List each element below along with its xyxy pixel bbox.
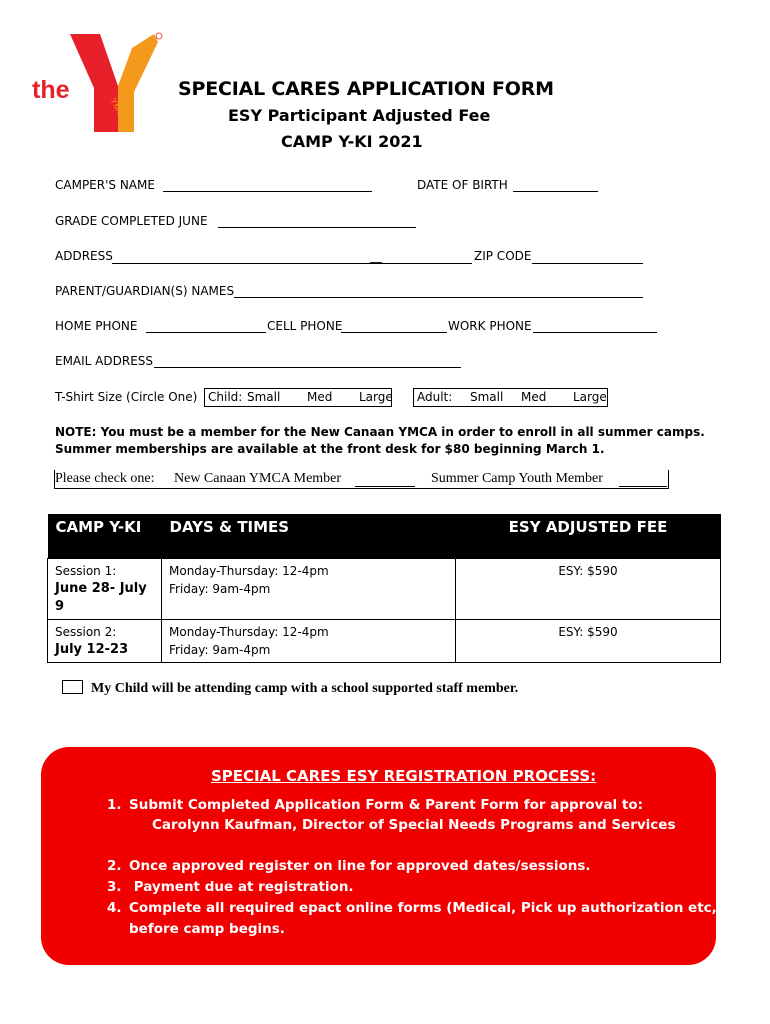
- parent-names-label: PARENT/GUARDIAN(S) NAMES: [55, 284, 235, 298]
- tshirt-size-label: T-Shirt Size (Circle One): [55, 390, 198, 404]
- cell-phone-field[interactable]: [341, 332, 447, 333]
- membership-option-summer[interactable]: Summer Camp Youth Member: [431, 471, 603, 486]
- days-cell: [162, 559, 456, 620]
- home-phone-label: HOME PHONE: [55, 319, 138, 333]
- days-friday: Friday: 9am-4pm: [169, 643, 271, 657]
- parent-names-field[interactable]: [234, 297, 643, 298]
- step-text: Complete all required epact online forms (Medical, Pick up authorization etc,,): [129, 900, 729, 916]
- days-weekday: Monday-Thursday: 12-4pm: [169, 564, 329, 578]
- membership-option-ymca-line: [355, 486, 415, 487]
- zip-code-label: ZIP CODE: [474, 249, 532, 263]
- form-title: SPECIAL CARES APPLICATION FORM: [178, 78, 554, 100]
- home-phone-field[interactable]: [146, 332, 266, 333]
- header-days-times: DAYS & TIMES: [162, 514, 456, 559]
- child-size-med[interactable]: Med: [307, 390, 333, 404]
- membership-option-ymca[interactable]: New Canaan YMCA Member: [174, 471, 342, 486]
- date-of-birth-label: DATE OF BIRTH: [417, 178, 508, 192]
- step-text-cont: Carolynn Kaufman, Director of Special Needs Programs and Services: [152, 817, 676, 833]
- days-cell: [162, 620, 456, 663]
- step-text-cont: before camp begins.: [129, 921, 285, 937]
- adult-size-small[interactable]: Small: [470, 390, 504, 404]
- child-label: Child:: [208, 390, 243, 404]
- campers-name-label: CAMPER'S NAME: [55, 178, 155, 192]
- work-phone-label: WORK PHONE: [448, 319, 532, 333]
- address-mark: __: [370, 249, 382, 263]
- step-text: Once approved register on line for approved dates/sessions.: [129, 858, 591, 874]
- child-size-small[interactable]: Small: [247, 390, 281, 404]
- schedule-table: [47, 514, 721, 663]
- session-label: Session 2:: [55, 625, 117, 639]
- form-subtitle: ESY Participant Adjusted Fee: [228, 106, 491, 125]
- zip-code-field[interactable]: [532, 263, 643, 264]
- ymca-logo: [30, 30, 165, 135]
- grade-completed-field[interactable]: [218, 227, 416, 228]
- days-friday: Friday: 9am-4pm: [169, 582, 271, 596]
- header-camp: CAMP Y-KI: [48, 514, 162, 559]
- session-cell: [48, 620, 162, 663]
- adult-size-large[interactable]: Large: [573, 390, 607, 404]
- membership-check-bar: [54, 470, 669, 489]
- attending-checkbox[interactable]: [62, 680, 83, 694]
- session-cell: [48, 559, 162, 620]
- step-number: 2.: [107, 858, 122, 874]
- work-phone-field[interactable]: [533, 332, 657, 333]
- days-weekday: Monday-Thursday: 12-4pm: [169, 625, 329, 639]
- adult-size-med[interactable]: Med: [521, 390, 547, 404]
- logo-ymca-text: YMCA: [108, 96, 130, 124]
- session-label: Session 1:: [55, 564, 117, 578]
- logo-the-text: the: [32, 76, 70, 104]
- email-address-label: EMAIL ADDRESS: [55, 354, 154, 368]
- schedule-header-row: [48, 514, 721, 559]
- adult-size-group: [413, 388, 608, 407]
- attending-label: My Child will be attending camp with a school supported staff member.: [91, 681, 519, 696]
- table-row: [48, 559, 721, 620]
- membership-note: NOTE: You must be a member for the New Canaan YMCA in order to enroll in all summer camps. Summer memberships are available at the front desk for $80 beginning March 1.: [55, 425, 705, 456]
- step-number: 3.: [107, 879, 122, 895]
- address-label: ADDRESS: [55, 249, 113, 263]
- step-text: Payment due at registration.: [129, 879, 354, 895]
- cell-phone-label: CELL PHONE: [267, 319, 343, 333]
- membership-option-summer-line: [619, 486, 667, 487]
- registration-process-panel: [41, 747, 729, 965]
- fee-cell: ESY: $590: [456, 559, 721, 620]
- step-number: 4.: [107, 900, 122, 916]
- session-dates: July 12-23: [55, 642, 129, 657]
- membership-prompt: Please check one:: [55, 471, 155, 486]
- step-text: Submit Completed Application Form & Parent Form for approval to:: [129, 797, 644, 813]
- email-address-field[interactable]: [154, 367, 461, 368]
- attending-option: [62, 680, 518, 697]
- child-size-large[interactable]: Large: [359, 390, 393, 404]
- camp-name: CAMP Y-KI 2021: [281, 132, 423, 151]
- adult-label: Adult:: [417, 390, 453, 404]
- header-fee: ESY ADJUSTED FEE: [456, 514, 721, 559]
- campers-name-field[interactable]: [163, 191, 372, 192]
- process-title: SPECIAL CARES ESY REGISTRATION PROCESS:: [211, 767, 597, 785]
- grade-completed-label: GRADE COMPLETED JUNE: [55, 214, 208, 228]
- address-field[interactable]: [112, 263, 472, 264]
- fee-cell: ESY: $590: [456, 620, 721, 663]
- table-row: [48, 620, 721, 663]
- child-size-group: [204, 388, 392, 407]
- step-number: 1.: [107, 797, 122, 813]
- session-dates: June 28- July 9: [55, 581, 147, 614]
- date-of-birth-field[interactable]: [513, 191, 598, 192]
